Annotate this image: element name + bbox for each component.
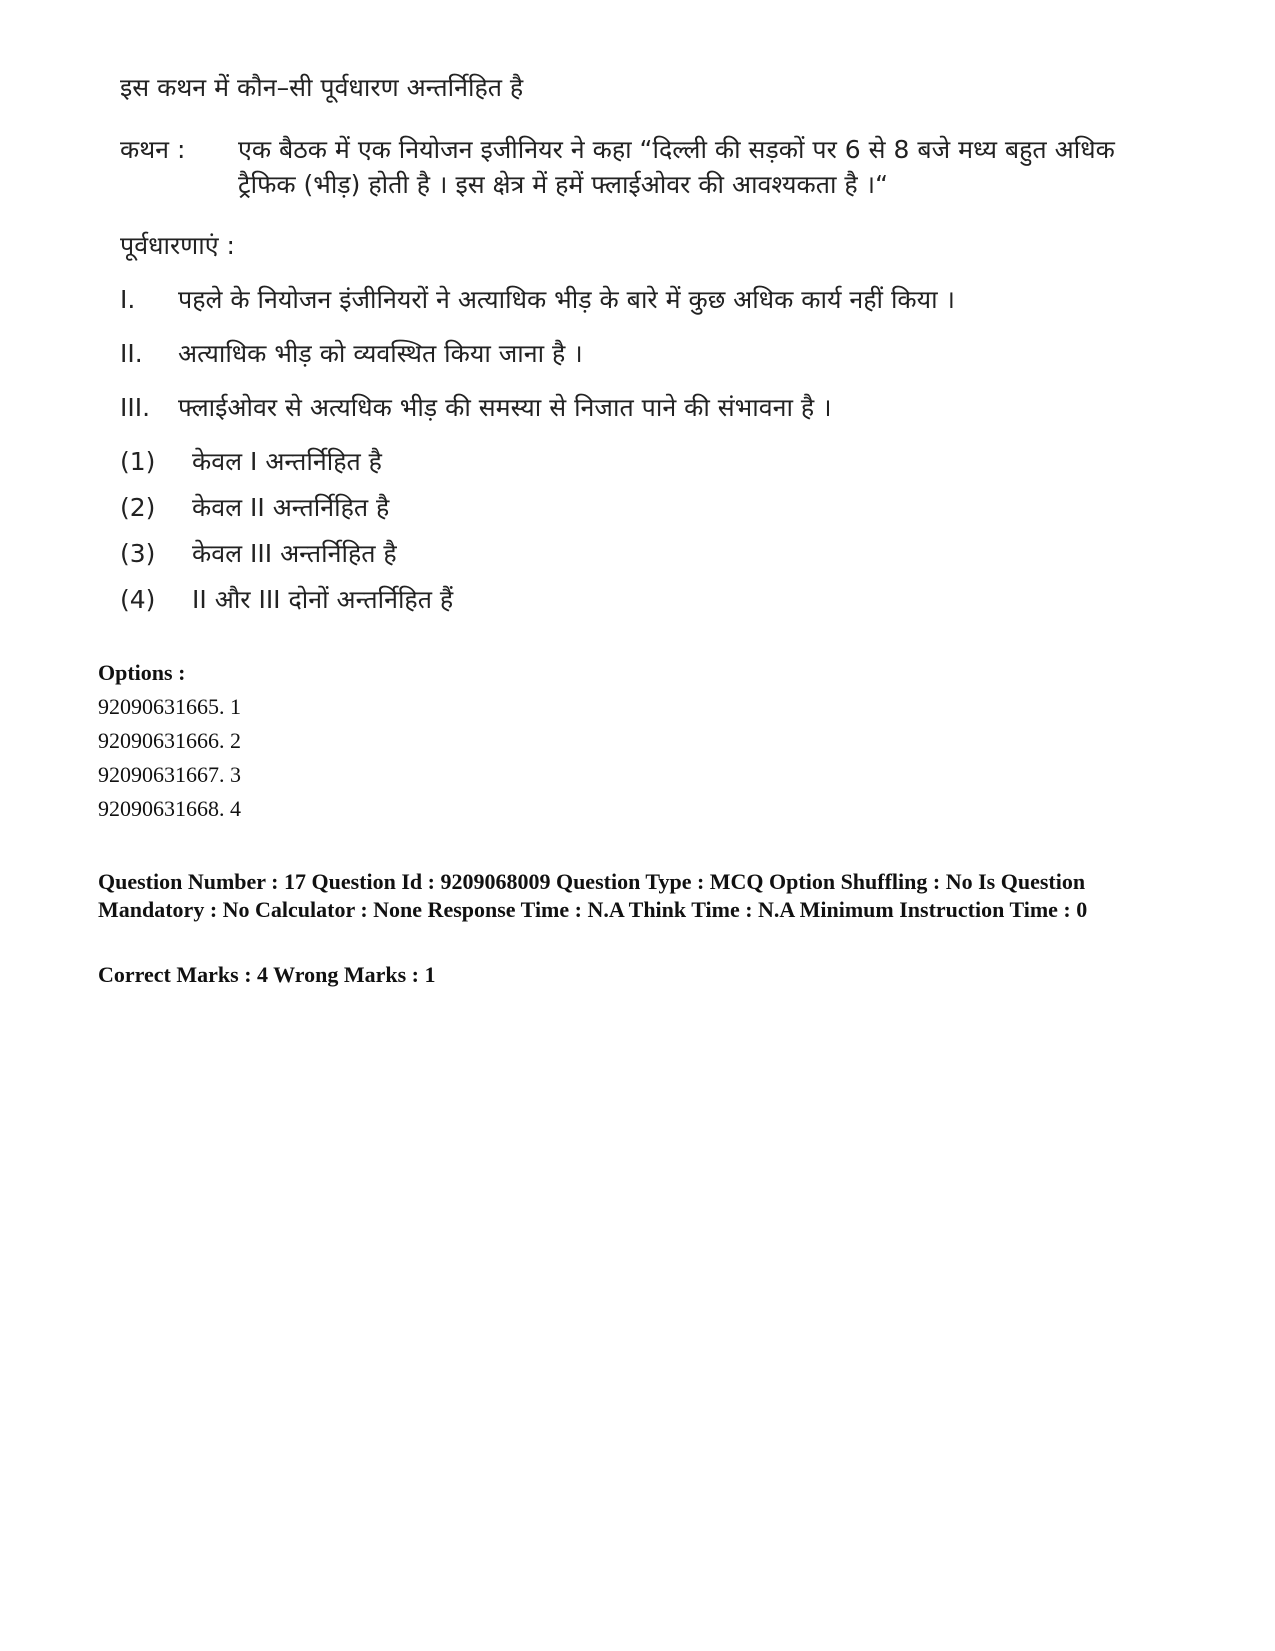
assumption-number: I. [120,285,136,314]
choice-item [120,582,453,616]
choice-number: (4) [120,585,156,614]
assumption-item [120,336,583,370]
choice-item [120,490,389,524]
options-list [98,656,241,826]
statement-label: कथन : [120,135,186,164]
assumption-text: अत्याधिक भीड़ को व्यवस्थित किया जाना है । [178,339,583,368]
choice-number: (3) [120,539,156,568]
choice-text: II और III दोनों अन्तर्निहित हैं [192,585,454,614]
choice-number: (2) [120,493,156,522]
choice-item [120,536,397,570]
option-item: 92090631666. 2 [98,728,241,753]
choice-text: केवल III अन्तर्निहित है [192,539,397,568]
choice-text: केवल II अन्तर्निहित है [192,493,390,522]
marks-info: Correct Marks : 4 Wrong Marks : 1 [98,962,436,987]
assumptions-heading: पूर्वधारणाएं : [120,231,235,260]
option-item: 92090631667. 3 [98,762,241,787]
option-item: 92090631668. 4 [98,796,241,821]
assumption-text: पहले के नियोजन इंजीनियरों ने अत्याधिक भीड़ के बारे में कुछ अधिक कार्य नहीं किया । [178,285,956,314]
choice-item [120,444,382,478]
question-metadata: Question Number : 17 Question Id : 9209068009 Question Type : MCQ Option Shuffling : No Is Question Mandatory : No Calculator : None Response Time : N.A Think Time : N.A Minimum Instruction Time : 0 [98,869,1088,922]
assumption-number: II. [120,339,143,368]
question-heading: इस कथन में कौन–सी पूर्वधारण अन्तर्निहित है [120,73,524,102]
option-item: 92090631665. 1 [98,694,241,719]
choice-number: (1) [120,447,156,476]
assumption-item [120,390,832,424]
statement-text: एक बैठक में एक नियोजन इजीनियर ने कहा “दिल्ली की सड़कों पर 6 से 8 बजे मध्य बहुत अधिक ट्रैफिक (भीड़) होती है । इस क्षेत्र में हमें फ्लाईओवर की आवश्यकता है ।“ [238,135,1115,199]
choice-text: केवल I अन्तर्निहित है [192,447,382,476]
assumption-number: III. [120,393,151,422]
assumption-text: फ्लाईओवर से अत्यधिक भीड़ की समस्या से निजात पाने की संभावना है । [178,393,832,422]
assumption-item [120,282,955,316]
options-title: Options : [98,660,186,685]
